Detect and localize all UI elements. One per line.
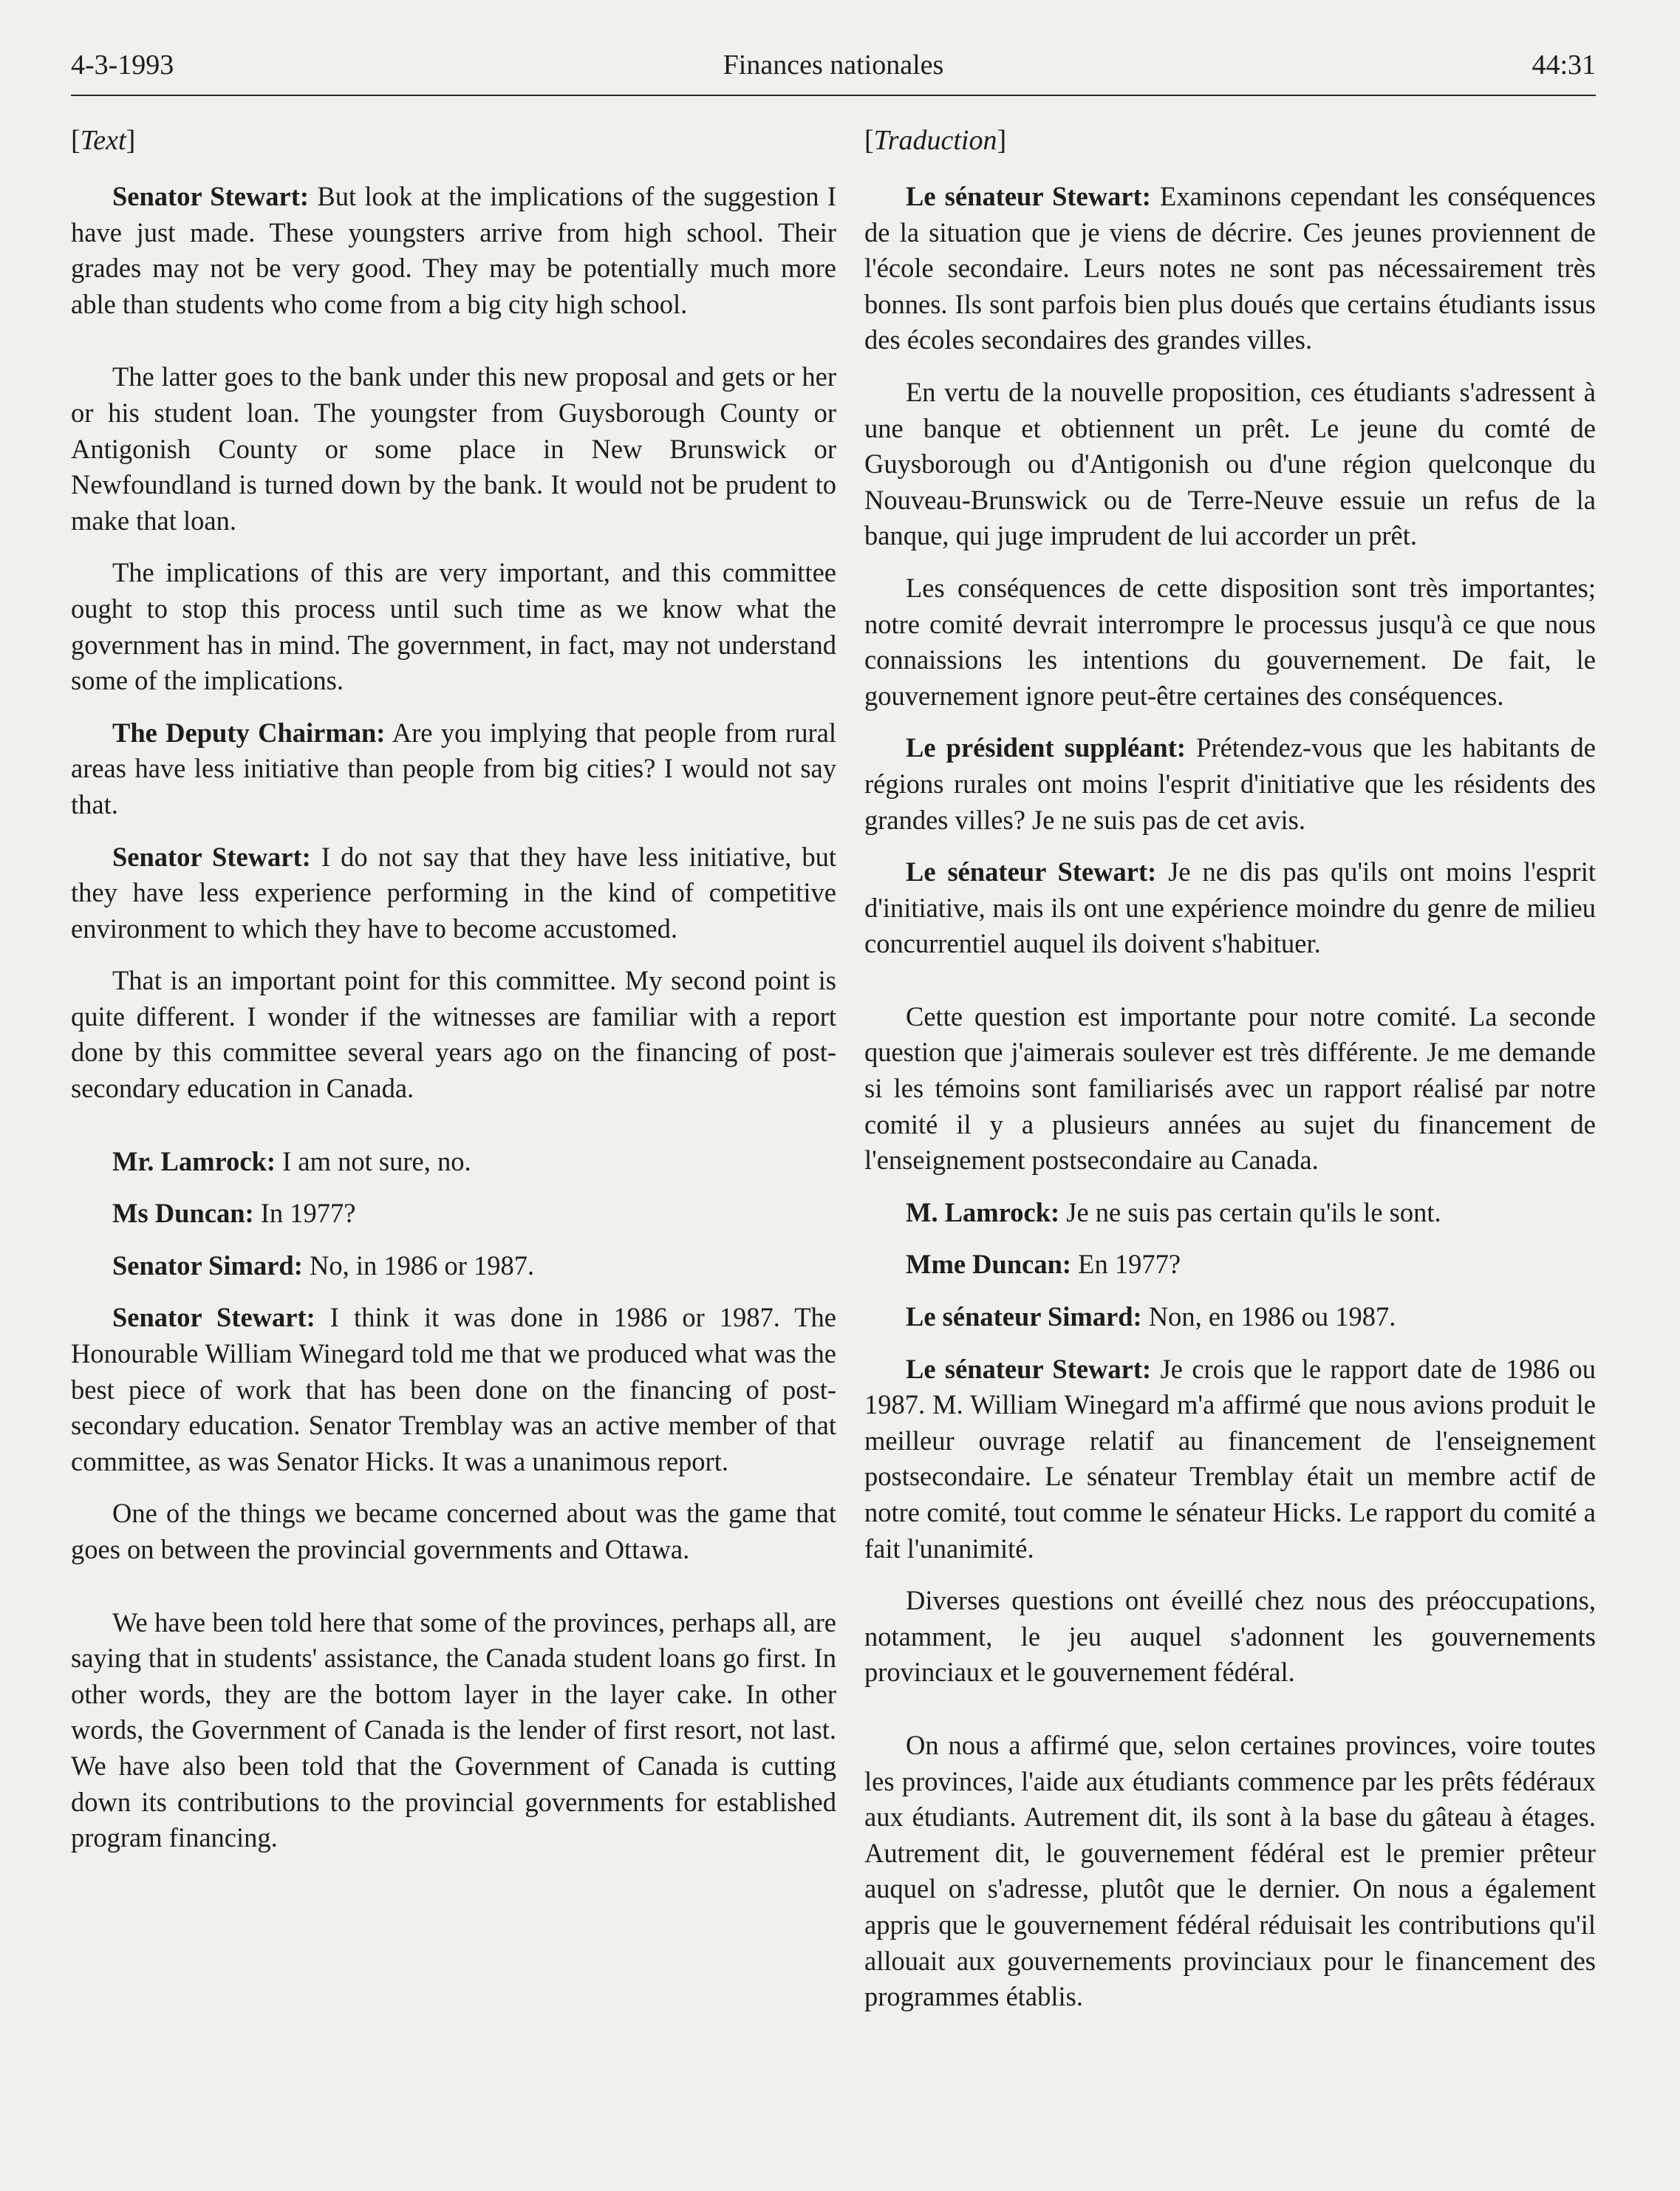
paragraph: We have been told here that some of the provinces, perhaps all, are saying that in students' assistance, the Canada student loans go first. In other words, they are the bottom layer in the layer cake. In other words, the Government of Canada is the lender of first resort, not last. We have also been told that the Government of Canada is cutting down its contributions to the provincial governments for established program financing. [71, 1606, 836, 1853]
paragraph-text: I do not say that they have less initiative, but they have less experience performing in the kind of competitive environment to which they have to become accustomed. [71, 841, 836, 944]
speaker-name: Le sénateur Stewart: [906, 181, 1151, 211]
speaker-name: Mme Duncan: [906, 1249, 1072, 1280]
paragraph-text: Je crois que le rapport date de 1986 ou 1987. M. William Winegard m'a affirmé que nous avions produit le meilleur ouvrage relatif au financement de l'enseignement postsecondaire. Le sénateur Tremblay était un membre actif de notre comité, tout comme le sénateur Hicks. Le rapport du comité a fait l'unanimité. [864, 1353, 1596, 1564]
traduction-marker [864, 123, 1596, 158]
speaker-name: Senator Stewart: [112, 181, 310, 211]
paragraph [71, 1196, 836, 1232]
paragraph [71, 1300, 836, 1479]
speaker-name: Le sénateur Simard: [906, 1301, 1142, 1332]
paragraph: Cette question est importante pour notre comité. La seconde question que j'aimerais soulever est très différente. Je me demande si les témoins sont familiarisés avec un rapport réalisé par notre comité il y a plusieurs années au sujet du financement de l'enseignement postsecondaire au Canada. [864, 1001, 1596, 1176]
paragraph-text: I am not sure, no. [276, 1145, 471, 1176]
paragraph [71, 715, 836, 823]
paragraph-text: Prétendez-vous que les habitants de régions rurales ont moins l'esprit d'initiative que les résidents des grandes villes? Je ne suis pas de cet avis. [864, 732, 1596, 835]
paragraph [71, 839, 836, 947]
paragraph [864, 179, 1596, 358]
paragraph-text: I think it was done in 1986 or 1987. The Honourable William Winegard told me that we produced what was the best piece of work that has been done on the financing of post-secondary education. Senator Tremblay was an active member of that committee, as was Senator Hicks. It was a unanimous report. [71, 1302, 836, 1476]
paragraph [864, 854, 1596, 962]
paragraph [864, 1352, 1596, 1567]
speaker-name: The Deputy Chairman: [112, 717, 386, 748]
header-date: 4-3-1993 [71, 50, 174, 81]
speaker-name: Ms Duncan: [112, 1198, 254, 1229]
speaker-name: Mr. Lamrock: [112, 1145, 276, 1176]
text-marker [71, 123, 836, 158]
header-title: Finances nationales [723, 50, 944, 81]
speaker-name: Le sénateur Stewart: [906, 1353, 1152, 1384]
speaker-name: Le président suppléant: [906, 732, 1186, 763]
paragraph-text: Je ne dis pas qu'ils ont moins l'esprit d'initiative, mais ils ont une expérience moindre du genre de milieu concurrentiel auquel ils doivent s'habituer. [864, 856, 1596, 959]
paragraph [71, 1248, 836, 1284]
paragraph-text: Are you implying that people from rural areas have less initiative than people from big cities? I would not say that. [71, 717, 836, 820]
french-column [864, 123, 1596, 2031]
paragraph: On nous a affirmé que, selon certaines provinces, voire toutes les provinces, l'aide aux étudiants commence par les prêts fédéraux aux étudiants. Autrement dit, ils sont à la base du gâteau à étages. Autrement dit, le gouvernement fédéral est le premier prêteur auquel on s'adresse, plutôt que le dernier. On nous a également appris que le gouvernement fédéral réduisait les contributions qu'il allouait aux gouvernements provinciaux pour le financement des programmes établis. [864, 1729, 1596, 2012]
running-header [71, 43, 1596, 96]
paragraph-text: Non, en 1986 ou 1987. [1141, 1301, 1396, 1332]
paragraph [864, 1247, 1596, 1283]
speaker-name: M. Lamrock: [906, 1196, 1060, 1227]
marker-bracket-open: [ [864, 125, 874, 156]
paragraph-text: No, in 1986 or 1987. [302, 1250, 535, 1281]
marker-bracket-open: [ [71, 125, 81, 156]
paragraph-text: Je ne suis pas certain qu'ils le sont. [1059, 1196, 1441, 1227]
speaker-name: Senator Simard: [112, 1250, 303, 1281]
paragraph-text: Examinons cependant les conséquences de la situation que je viens de décrire. Ces jeunes proviennent de l'école secondaire. Leurs notes ne sont pas nécessairement très bonnes. Ils sont parfois bien plus doués que certains étudiants issus des écoles secondaires des grandes villes. [864, 181, 1596, 355]
english-column [71, 123, 836, 1873]
paragraph [864, 1299, 1596, 1335]
paragraph [71, 1144, 836, 1180]
paragraph: The implications of this are very important, and this committee ought to stop this process until such time as we know what the government has in mind. The government, in fact, may not understand some of the implications. [71, 557, 836, 696]
paragraph-text: In 1977? [253, 1198, 356, 1229]
marker-bracket-close: ] [126, 125, 136, 156]
speaker-name: Le sénateur Stewart: [906, 856, 1157, 887]
paragraph: Les conséquences de cette disposition sont très importantes; notre comité devrait interrompre le processus jusqu'à ce que nous connaissions les intentions du gouvernement. De fait, le gouvernement ignore peut-être certaines des conséquences. [864, 572, 1596, 711]
marker-label: Traduction [873, 125, 997, 156]
header-page-number: 44:31 [1532, 50, 1596, 81]
paragraph: That is an important point for this committee. My second point is quite different. I wonder if the witnesses are familiar with a report done by this committee several years ago on the financing of post-secondary education in Canada. [71, 965, 836, 1104]
paragraph: Diverses questions ont éveillé chez nous des préoccupations, notamment, le jeu auquel s'adonnent les gouvernements provinciaux et le gouvernement fédéral. [864, 1585, 1596, 1688]
paragraph [71, 179, 836, 322]
paragraph: En vertu de la nouvelle proposition, ces étudiants s'adressent à une banque et obtiennent un prêt. Le jeune du comté de Guysborough ou d'Antigonish ou d'une région quelconque du Nouveau-Brunswick ou de Terre-Neuve essuie un refus de la banque, qui juge imprudent de lui accorder un prêt. [864, 376, 1596, 551]
paragraph [864, 730, 1596, 838]
paragraph: The latter goes to the bank under this new proposal and gets or her or his student loan. The youngster from Guysborough County or Antigonish County or some place in New Brunswick or Newfoundland is turned down by the bank. It would not be prudent to make that loan. [71, 361, 836, 536]
speaker-name: Senator Stewart: [112, 841, 311, 872]
paragraph-text: But look at the implications of the suggestion I have just made. These youngsters arrive from high school. Their grades may not be very good. They may be potentially much more able than students who come from a big city high school. [71, 181, 836, 319]
paragraph [864, 1195, 1596, 1231]
paragraph-text: En 1977? [1071, 1249, 1181, 1280]
speaker-name: Senator Stewart: [112, 1302, 315, 1333]
marker-label: Text [80, 125, 126, 156]
paragraph: One of the things we became concerned about was the game that goes on between the provincial governments and Ottawa. [71, 1498, 836, 1564]
marker-bracket-close: ] [997, 125, 1007, 156]
